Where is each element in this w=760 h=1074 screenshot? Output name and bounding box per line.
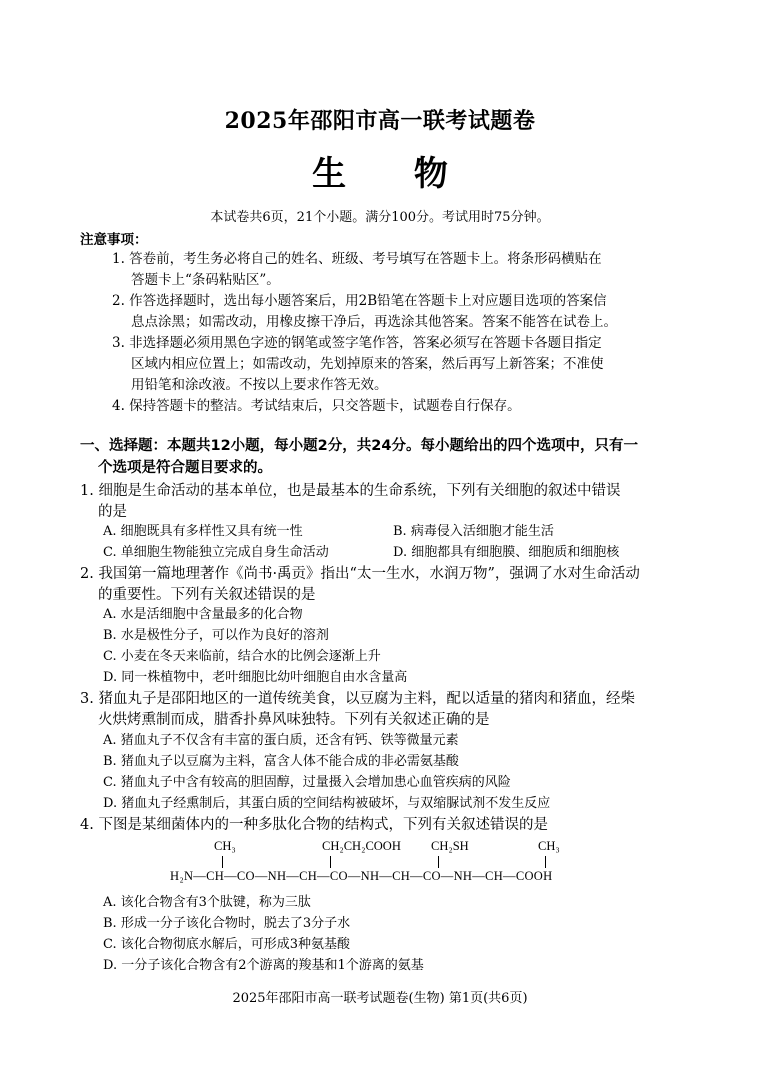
option-b: B. 形成一分子该化合物时，脱去了3分子水	[103, 916, 351, 931]
notice-line: 答题卡上“条码粘贴区”。	[131, 272, 280, 288]
option-a: A. 该化合物含有3个肽键，称为三肽	[103, 895, 311, 910]
bond-line	[330, 856, 331, 868]
option-b: B. 水是极性分子，可以作为良好的溶剂	[103, 628, 329, 643]
bond-line	[438, 856, 439, 868]
notice-line: 用铅笔和涂改液。不按以上要求作答无效。	[131, 377, 388, 393]
option-d: D. 猪血丸子经熏制后，其蛋白质的空间结构被破坏，与双缩脲试剂不发生反应	[103, 796, 551, 811]
side-chain-2: CH₂CH₂COOH	[322, 839, 401, 853]
side-chain-1: CH₃	[214, 839, 236, 853]
side-chain-4: CH₃	[538, 839, 560, 853]
bond-line	[222, 856, 223, 868]
option-c: C. 该化合物彻底水解后，可形成3种氨基酸	[103, 937, 351, 952]
notice-line: 息点涂黑；如需改动，用橡皮擦干净后，再选涂其他答案。答案不能答在试卷上。	[131, 314, 617, 330]
bond-line	[545, 856, 546, 868]
question-stem: 3. 猪血丸子是邵阳地区的一道传统美食，以豆腐为主料，配以适量的猪肉和猪血，经柴	[80, 691, 635, 707]
subject-title: 生 物	[312, 154, 476, 194]
section-heading: 个选项是符合题目要求的。	[98, 460, 272, 476]
option-b: B. 病毒侵入活细胞才能生活	[393, 524, 554, 539]
notice-line: 3. 非选择题必须用黑色字迹的钢笔或签字笔作答，答案必须写在答题卡各题目指定	[112, 335, 602, 351]
notice-line: 2. 作答选择题时，选出每小题答案后，用2B铅笔在答题卡上对应题目选项的答案信	[112, 293, 607, 309]
question-stem: 火烘烤熏制而成，腊香扑鼻风味独特。下列有关叙述正确的是	[98, 712, 490, 728]
option-c: C. 单细胞生物能独立完成自身生命活动	[103, 545, 329, 560]
section-heading: 一、选择题：本题共12小题，每小题2分，共24分。每小题给出的四个选项中，只有一	[80, 438, 638, 454]
exam-info: 本试卷共6页，21个小题。满分100分。考试用时75分钟。	[210, 210, 550, 225]
option-d: D. 细胞都具有细胞膜、细胞质和细胞核	[393, 545, 620, 560]
notice-line: 区域内相应位置上；如需改动，先划掉原来的答案，然后再写上新答案；不准使	[131, 356, 604, 372]
option-a: A. 细胞既具有多样性又具有统一性	[103, 524, 303, 539]
question-stem: 的重要性。下列有关叙述错误的是	[98, 587, 316, 603]
side-chain-3: CH₂SH	[431, 839, 469, 853]
question-stem: 的是	[98, 504, 127, 520]
option-a: A. 水是活细胞中含量最多的化合物	[103, 607, 303, 622]
question-stem: 2. 我国第一篇地理著作《尚书·禹贡》指出“太一生水，水润万物”，强调了水对生命活动	[80, 566, 640, 582]
option-c: C. 小麦在冬天来临前，结合水的比例会逐渐上升	[103, 649, 381, 664]
notice-line: 4. 保持答题卡的整洁。考试结束后，只交答题卡，试题卷自行保存。	[112, 398, 521, 414]
option-a: A. 猪血丸子不仅含有丰富的蛋白质，还含有钙、铁等微量元素	[103, 733, 459, 748]
question-stem: 1. 细胞是生命活动的基本单位，也是最基本的生命系统，下列有关细胞的叙述中错误	[80, 483, 621, 499]
notice-heading: 注意事项：	[80, 232, 148, 248]
option-c: C. 猪血丸子中含有较高的胆固醇，过量摄入会增加患心血管疾病的风险	[103, 775, 511, 790]
option-d: D. 一分子该化合物含有2个游离的羧基和1个游离的氨基	[103, 958, 424, 973]
option-b: B. 猪血丸子以豆腐为主料，富含人体不能合成的非必需氨基酸	[103, 754, 459, 769]
option-d: D. 同一株植物中，老叶细胞比幼叶细胞自由水含量高	[103, 670, 408, 685]
notice-line: 1. 答卷前，考生务必将自己的姓名、班级、考号填写在答题卡上。将条形码横贴在	[112, 251, 602, 267]
page-footer: 2025年邵阳市高一联考试题卷(生物) 第1页(共6页)	[232, 991, 528, 1006]
main-chain: H₂N—CH—CO—NH—CH—CO—NH—CH—CO—NH—CH—COOH	[170, 869, 553, 883]
exam-title: 2025年邵阳市高一联考试题卷	[224, 108, 536, 134]
question-stem: 4. 下图是某细菌体内的一种多肽化合物的结构式，下列有关叙述错误的是	[80, 817, 548, 833]
